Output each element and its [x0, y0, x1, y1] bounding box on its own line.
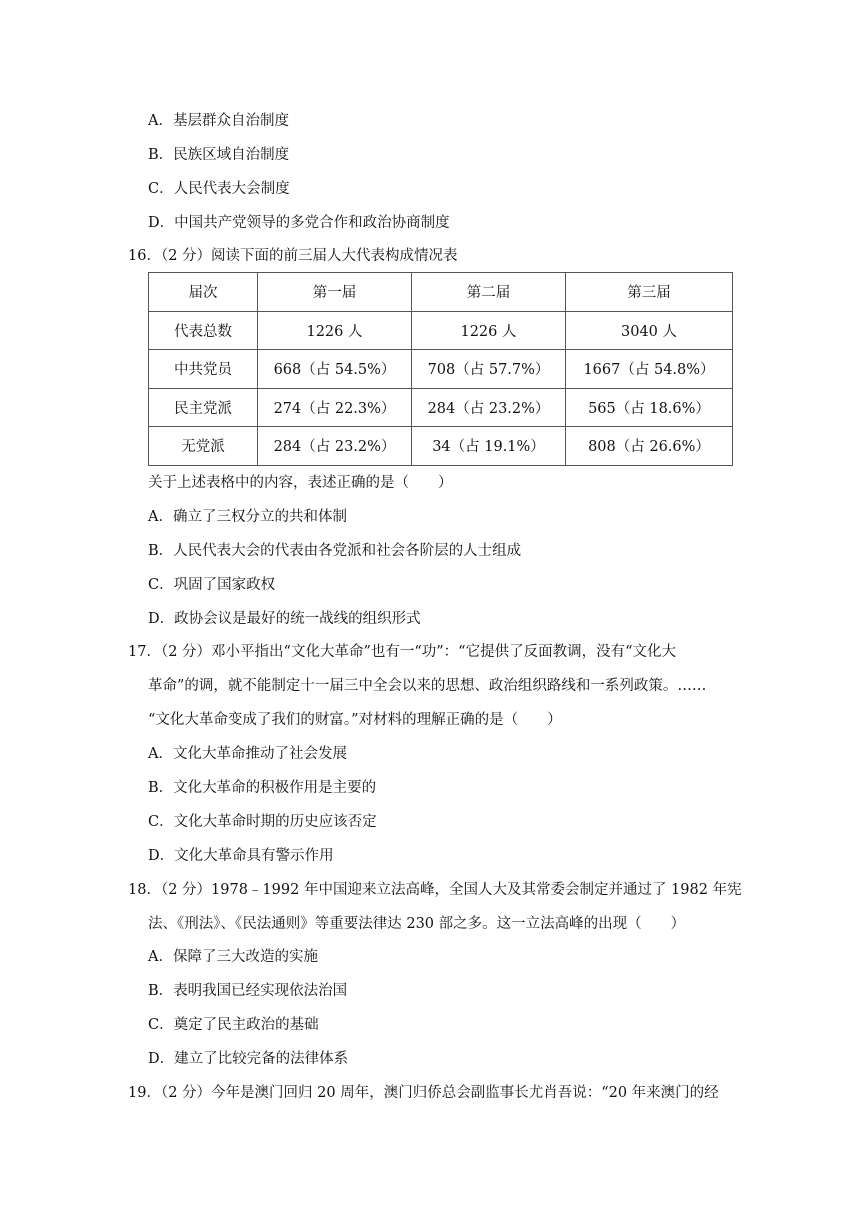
- table-cell: 无党派: [149, 427, 258, 466]
- table-header-cell: 届次: [149, 273, 258, 312]
- q18-option-c: C．奠定了民主政治的基础: [148, 1017, 319, 1033]
- table-cell: 284（占 23.2%）: [258, 427, 412, 466]
- q18-stem-line-2: 法、《刑法》、《民法通则》等重要法律达 230 部之多。这一立法高峰的出现（ ）: [148, 916, 686, 932]
- table-cell: 代表总数: [149, 311, 258, 350]
- q16-option-c: C．巩固了国家政权: [148, 577, 276, 593]
- table-cell: 1226 人: [412, 311, 566, 350]
- delegate-composition-table: [148, 272, 733, 466]
- table-cell: 民主党派: [149, 388, 258, 427]
- table-cell: 3040 人: [566, 311, 733, 350]
- q17-option-b: B．文化大革命的积极作用是主要的: [148, 780, 377, 796]
- q17-stem-line-1: 17．（2 分）邓小平指出“文化大革命”也有一“功”：“它提供了反面教调，没有“文化大: [128, 644, 677, 660]
- q18-option-d: D．建立了比较完备的法律体系: [148, 1051, 349, 1067]
- table-cell: 284（占 23.2%）: [412, 388, 566, 427]
- table-header-cell: 第三届: [566, 273, 733, 312]
- q18-option-b: B．表明我国已经实现依法治国: [148, 983, 348, 999]
- table-header-cell: 第二届: [412, 273, 566, 312]
- table-cell: 1226 人: [258, 311, 412, 350]
- table-header-row: [149, 273, 733, 312]
- q18-option-a: A．保障了三大改造的实施: [148, 949, 318, 965]
- table-cell: 708（占 57.7%）: [412, 350, 566, 389]
- table-cell: 274（占 22.3%）: [258, 388, 412, 427]
- q19-stem-line-1: 19．（2 分）今年是澳门回归 20 周年，澳门归侨总会副监事长尤肖吾说：“20 年来澳门的经: [128, 1085, 719, 1101]
- table-row: [149, 427, 733, 466]
- q16-option-a: A．确立了三权分立的共和体制: [148, 509, 347, 525]
- table-cell: 668（占 54.5%）: [258, 350, 412, 389]
- q17-option-a: A．文化大革命推动了社会发展: [148, 746, 347, 762]
- q16-question: 关于上述表格中的内容，表述正确的是（ ）: [148, 475, 453, 491]
- table-row: [149, 388, 733, 427]
- table-cell: 1667（占 54.8%）: [566, 350, 733, 389]
- table-header-cell: 第一届: [258, 273, 412, 312]
- q16-stem: 16．（2 分）阅读下面的前三届人大代表构成情况表: [128, 248, 458, 264]
- q17-stem-line-3: “文化大革命变成了我们的财富。”对材料的理解正确的是（ ）: [148, 712, 562, 728]
- q15-option-b: B．民族区域自治制度: [148, 147, 290, 163]
- q16-option-b: B．人民代表大会的代表由各党派和社会各阶层的人士组成: [148, 543, 522, 559]
- q15-option-c: C．人民代表大会制度: [148, 181, 290, 197]
- q16-option-d: D．政协会议是最好的统一战线的组织形式: [148, 611, 421, 627]
- q15-option-a: A．基层群众自治制度: [148, 113, 289, 129]
- table-row: [149, 311, 733, 350]
- table-cell: 808（占 26.6%）: [566, 427, 733, 466]
- table-cell: 565（占 18.6%）: [566, 388, 733, 427]
- q18-stem-line-1: 18．（2 分）1978﹣1992 年中国迎来立法高峰，全国人大及其常委会制定并通过了 1982 年宪: [128, 882, 742, 898]
- table-cell: 34（占 19.1%）: [412, 427, 566, 466]
- q17-option-c: C．文化大革命时期的历史应该否定: [148, 814, 377, 830]
- q15-option-d: D．中国共产党领导的多党合作和政治协商制度: [148, 215, 450, 231]
- table-row: [149, 350, 733, 389]
- q17-option-d: D．文化大革命具有警示作用: [148, 848, 334, 864]
- table-cell: 中共党员: [149, 350, 258, 389]
- q17-stem-line-2: 革命”的调，就不能制定十一届三中全会以来的思想、政治组织路线和一系列政策。……: [148, 678, 707, 694]
